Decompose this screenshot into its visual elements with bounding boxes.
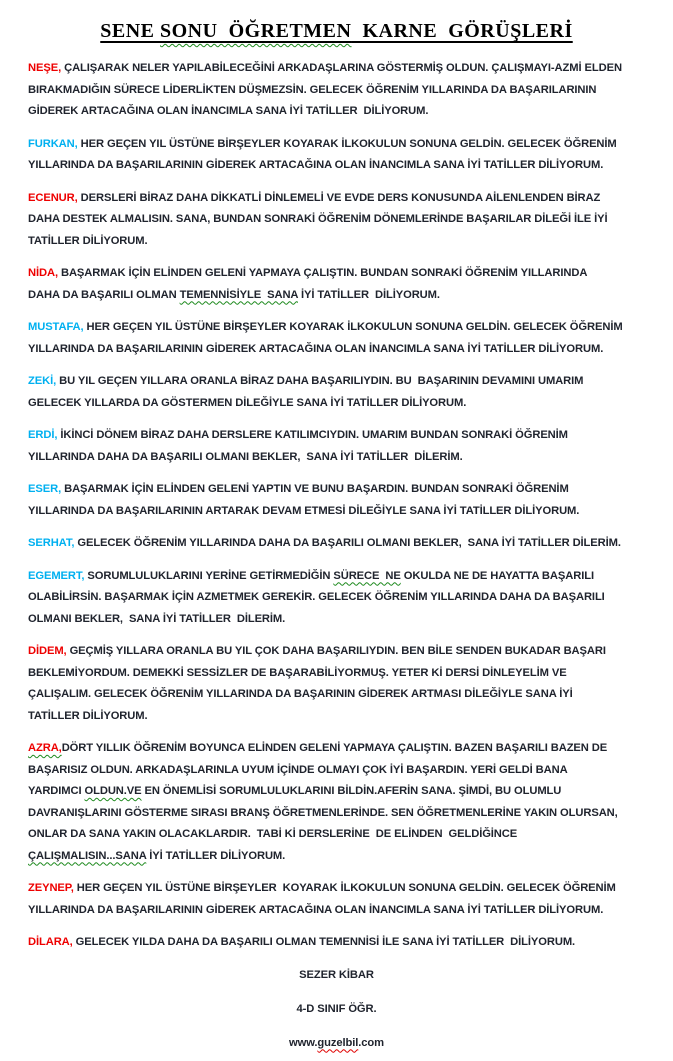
text-line	[28, 566, 645, 588]
text-line	[28, 501, 645, 523]
text-run: DÖRT YILLIK ÖĞRENİM BOYUNCA ELİNDEN GELENİ YAPMAYA ÇALIŞTIN. BAZEN BAŞARILI BAZEN DE	[61, 742, 608, 754]
text-line	[28, 706, 645, 728]
teacher-name	[28, 965, 645, 987]
text-line	[28, 317, 645, 339]
spellcheck-flagged-text: OLDUN.VE	[84, 785, 142, 797]
text-run: .com	[358, 1036, 384, 1049]
text-run: YILLARINDA DA BAŞARILARININ GİDEREK ARTACAĞINA OLAN İNANCIMLA SANA İYİ TATİLLER DİLİYORUM.	[28, 342, 604, 355]
student-name: ERDİ,	[28, 429, 58, 441]
text-run: BAŞARISIZ OLDUN. ARKADAŞLARINLA UYUM İÇİNDE OLMAYI ÇOK İYİ BAŞARDIN. YERİ GELDİ BANA	[28, 763, 568, 776]
signature-block	[28, 965, 645, 1055]
text-run: YILLARINDA DA BAŞARILARININ ARTARAK DEVAM ETMESİ DİLEĞİYLE SANA İYİ TATİLLER DİLİYORUM.	[28, 504, 580, 517]
text-run: SEZER KİBAR	[299, 968, 374, 981]
text-run: İKİNCİ DÖNEM BİRAZ DAHA DERSLERE KATILIMCIYDIN. UMARIM BUNDAN SONRAKİ ÖĞRENİM	[57, 429, 568, 441]
text-line	[28, 231, 645, 253]
student-name: NEŞE,	[28, 62, 62, 74]
text-line	[28, 80, 645, 102]
text-line	[28, 641, 645, 663]
text-run: EN ÖNEMLİSİ SORUMLULUKLARINI BİLDİN.AFERİN SANA. ŞİMDİ, BU OLUMLU	[141, 785, 562, 797]
text-line	[28, 587, 645, 609]
text-line	[28, 371, 645, 393]
text-line	[28, 760, 645, 782]
text-run: GELECEK YILLARDA DA GÖSTERMEN DİLEĞİYLE SANA İYİ TATİLLER DİLİYORUM.	[28, 396, 467, 409]
text-line	[28, 285, 645, 307]
comment-paragraph	[28, 533, 645, 555]
text-run: ÇALIŞALIM. GELECEK ÖĞRENİM YILLARINDA DA BAŞARININ GİDEREK ARTMASI DİLEĞİYLE SANA İYİ	[28, 688, 573, 700]
text-run: İYİ TATİLLER DİLİYORUM.	[146, 849, 286, 862]
comment-paragraph	[28, 878, 645, 921]
text-line	[28, 932, 645, 954]
text-line	[28, 999, 645, 1021]
text-run: OLMANI BEKLER, SANA İYİ TATİLLER DİLERİM.	[28, 612, 286, 625]
website	[28, 1033, 645, 1055]
student-name: ECENUR,	[28, 191, 78, 204]
text-line	[28, 878, 645, 900]
spellcheck-flagged-text: SONU ÖĞRETMEN	[160, 20, 352, 42]
text-run: BAŞARMAK İÇİN ELİNDEN GELENİ YAPMAYA ÇALIŞTIN. BUNDAN SONRAKİ ÖĞRENİM YILLARINDA	[57, 267, 588, 279]
comment-paragraph	[28, 317, 645, 360]
text-run: ÇALIŞARAK NELER YAPILABİLECEĞİNİ ARKADAŞLARINA GÖSTERMİŞ OLDUN. ÇALIŞMAYI-AZMİ ELDEN	[61, 62, 622, 74]
text-run: HER GEÇEN YIL ÜSTÜNE BİRŞEYLER KOYARAK İLKOKULUN SONUNA GELDİN. GELECEK ÖĞRENİM	[73, 882, 616, 894]
comment-paragraph	[28, 425, 645, 468]
text-line	[28, 846, 645, 868]
text-run: OLABİLİRSİN. BAŞARMAK İÇİN AZMETMEK GEREKİR. GELECEK ÖĞRENİM YILLARINDA DAHA DA BAŞARILI	[28, 591, 605, 603]
student-name: EGEMERT,	[28, 569, 85, 582]
text-run: TATİLLER DİLİYORUM.	[28, 709, 148, 722]
text-run: GEÇMİŞ YILLARA ORANLA BU YIL ÇOK DAHA BAŞARILIYDIN. BEN BİLE SENDEN BUKADAR BAŞARI	[66, 645, 606, 657]
class-title	[28, 999, 645, 1021]
text-run: TATİLLER DİLİYORUM.	[28, 234, 148, 247]
text-run: BU YIL GEÇEN YILLARA ORANLA BİRAZ DAHA BAŞARILIYDIN. BU BAŞARININ DEVAMINI UMARIM	[56, 375, 584, 387]
text-run: YARDIMCI	[28, 785, 85, 797]
text-line	[28, 781, 645, 803]
text-line	[28, 738, 645, 760]
text-line	[28, 684, 645, 706]
text-run: DAHA DESTEK ALMALISIN. SANA, BUNDAN SONRAKİ ÖĞRENİM DÖNEMLERİNDE BAŞARILAR DİLEĞİ İLE İYİ	[28, 213, 608, 225]
text-run: BIRAKMADIĞIN SÜRECE LİDERLİKTEN DÜŞMEZSİN. GELECEK ÖĞRENİM YILLARINDA DA BAŞARILARININ	[28, 83, 597, 96]
text-line	[28, 447, 645, 469]
text-run: SORUMLULUKLARINI YERİNE GETİRMEDİĞİN	[84, 569, 334, 582]
text-line	[28, 393, 645, 415]
comment-paragraph	[28, 134, 645, 177]
text-line	[28, 425, 645, 447]
text-run: DERSLERİ BİRAZ DAHA DİKKATLİ DİNLEMELİ VE EVDE DERS KONUSUNDA AİLENLENDEN BİRAZ	[77, 191, 601, 204]
text-run: BAŞARMAK İÇİN ELİNDEN GELENİ YAPTIN VE BUNU BAŞARDIN. BUNDAN SONRAKİ ÖĞRENİM	[61, 483, 569, 495]
comment-paragraph	[28, 932, 645, 954]
student-name: MUSTAFA,	[28, 321, 84, 333]
comment-paragraph	[28, 479, 645, 522]
text-run: GELECEK YILDA DAHA DA BAŞARILI OLMAN TEMENNİSİ İLE SANA İYİ TATİLLER DİLİYORUM.	[72, 936, 576, 948]
text-run: YILLARINDA DA BAŞARILARININ GİDEREK ARTACAĞINA OLAN İNANCIMLA SANA İYİ TATİLLER DİLİYORUM.	[28, 903, 604, 916]
text-line	[28, 609, 645, 631]
text-run: ONLAR DA SANA YAKIN OLACAKLARDIR. TABİ Kİ DERSLERİNE DE ELİNDEN GELDİĞİNCE	[28, 828, 518, 840]
text-run: HER GEÇEN YIL ÜSTÜNE BİRŞEYLER KOYARAK İLKOKULUN SONUNA GELDİN. GELECEK ÖĞRENİM	[77, 137, 617, 150]
text-line	[28, 209, 645, 231]
text-run: 4-D SINIF ÖĞR.	[296, 1002, 377, 1015]
text-line	[28, 965, 645, 987]
text-line	[28, 339, 645, 361]
student-name: SERHAT,	[28, 537, 75, 549]
text-run: KARNE GÖRÜŞLERİ	[351, 20, 573, 42]
document-title	[28, 20, 645, 43]
text-line	[28, 824, 645, 846]
comments-section	[28, 58, 645, 954]
comment-paragraph	[28, 641, 645, 727]
comment-paragraph	[28, 566, 645, 631]
spellcheck-flagged-text: guzelbil	[317, 1036, 359, 1049]
comment-paragraph	[28, 371, 645, 414]
student-name: ESER,	[28, 483, 62, 495]
text-run: İYİ TATİLLER DİLİYORUM.	[298, 288, 440, 301]
text-line	[28, 188, 645, 210]
comment-paragraph	[28, 738, 645, 867]
text-line	[28, 155, 645, 177]
text-run: GELECEK ÖĞRENİM YILLARINDA DAHA DA BAŞARILI OLMANI BEKLER, SANA İYİ TATİLLER DİLERİM.	[74, 537, 621, 549]
text-line	[28, 479, 645, 501]
text-run: DAHA DA BAŞARILI OLMAN	[28, 288, 180, 301]
text-run: www.	[289, 1036, 318, 1049]
student-name: ZEKİ,	[28, 375, 57, 387]
comment-paragraph	[28, 263, 645, 306]
text-run: DAVRANIŞLARINI GÖSTERME SIRASI BRANŞ ÖĞRETMENLERİNDE. SEN ÖĞRETMENLERİNE YAKIN OLURSAN,	[28, 806, 618, 819]
text-run: YILLARINDA DAHA DA BAŞARILI OLMANI BEKLER, SANA İYİ TATİLLER DİLERİM.	[28, 450, 463, 463]
text-run: YILLARINDA DA BAŞARILARININ GİDEREK ARTACAĞINA OLAN İNANCIMLA SANA İYİ TATİLLER DİLİYORUM.	[28, 159, 604, 171]
comment-paragraph	[28, 58, 645, 123]
spellcheck-flagged-text: SÜRECE NE	[333, 569, 401, 582]
text-run: GİDEREK ARTACAĞINA OLAN İNANCIMLA SANA İYİ TATİLLER DİLİYORUM.	[28, 105, 429, 117]
text-line	[28, 101, 645, 123]
text-line	[28, 663, 645, 685]
student-name: DİLARA,	[28, 936, 73, 948]
spellcheck-flagged-text: ÇALIŞMALISIN...SANA	[28, 849, 147, 862]
text-run: OKULDA NE DE HAYATTA BAŞARILI	[400, 569, 594, 582]
student-name: ZEYNEP,	[28, 882, 74, 894]
student-name: NİDA,	[28, 267, 58, 279]
spellcheck-flagged-text: TEMENNİSİYLE SANA	[179, 288, 298, 301]
text-line	[28, 58, 645, 80]
student-name: DİDEM,	[28, 645, 67, 657]
comment-paragraph	[28, 188, 645, 253]
text-run: BEKLEMİYORDUM. DEMEKKİ SESSİZLER DE BAŞARABİLİYORMUŞ. YETER Kİ DERSİ DİNLEYELİM VE	[28, 666, 567, 679]
student-name: FURKAN,	[28, 137, 78, 150]
text-line	[28, 263, 645, 285]
text-line	[28, 900, 645, 922]
text-line	[28, 533, 645, 555]
text-run: HER GEÇEN YIL ÜSTÜNE BİRŞEYLER KOYARAK İLKOKULUN SONUNA GELDİN. GELECEK ÖĞRENİM	[83, 321, 623, 333]
text-run: SENE	[100, 20, 160, 42]
text-line	[28, 134, 645, 156]
student-name: AZRA,	[28, 742, 62, 754]
text-line	[28, 803, 645, 825]
text-line	[28, 1033, 645, 1055]
